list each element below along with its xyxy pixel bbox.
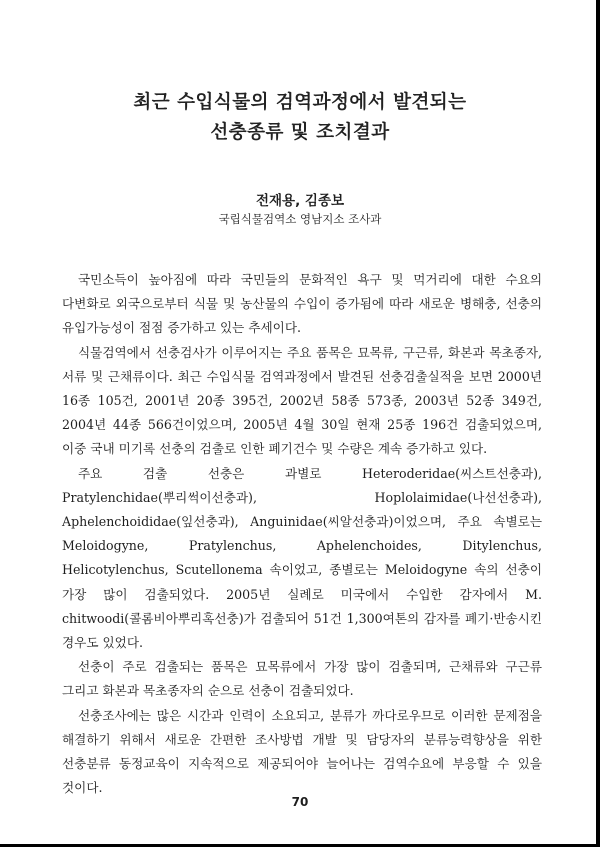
page-number: 70 — [291, 795, 309, 809]
paragraph-2: 식물검역에서 선충검사가 이루어지는 주요 품목은 묘목류, 구근류, 화본과 목초종자, 서류 및 근채류이다. 최근 수입식물 검역과정에서 발견된 선충검출실적을 보면 2000년 16종 105건, 2001년 20종 395건, 2002년 58종 573종, 2003년 52종 349건, 2004년 44종 566건이었으며, 2005년 4월 30일 현재 25종 196건 검출되었으며, 이중 국내 미기록 선충의 검출로 인한 폐기건수 및 수량은 계속 증가하고 있다. — [62, 344, 542, 457]
title-line-1: 최근 수입식물의 검역과정에서 발견되는 — [133, 92, 467, 113]
body-text — [62, 268, 542, 800]
paragraph-4: 선충이 주로 검출되는 품목은 묘목류에서 가장 많이 검출되며, 근채류와 구근류 그리고 화본과 목초종자의 순으로 선충이 검출되었다. — [62, 659, 542, 699]
title-line-2: 선충종류 및 조치결과 — [210, 122, 390, 143]
paragraph-1: 국민소득이 높아짐에 따라 국민들의 문화적인 욕구 및 먹거리에 대한 수요의 다변화로 외국으로부터 식물 및 농산물의 수입이 증가됨에 따라 새로운 병해충, 선충의 유입가능성이 점점 증가하고 있는 추세이다. — [62, 272, 542, 336]
authors: 전재용, 김종보 — [255, 193, 345, 209]
paragraph-5: 선충조사에는 많은 시간과 인력이 소요되고, 분류가 까다로우므로 이러한 문제점을 해결하기 위해서 새로운 간편한 조사방법 개발 및 담당자의 분류능력향상을 위한 선충분류 동정교육이 지속적으로 제공되어야 늘어나는 검역수요에 부응할 수 있을 것이다. — [62, 707, 542, 796]
paragraph-3: 주요 검출 선충은 과별로 Heteroderidae(씨스트선충과), Pratylenchidae(뿌리썩이선충과), Hoplolaimidae(나선선충과), Aphelenchoididae(잎선충과), Anguinidae(씨알선충과)이었으며, 주요 속별로는 Meloidogyne, Pratylenchus, Aphelenchoides, Ditylenchus, Helicotylenchus, Scutellonema 속이었고, 종별로는 Meloidogyne 속의 선충이 가장 많이 검출되었다. 2005년 실례로 미국에서 수입한 감자에서 M. chitwoodi(콜롬비아뿌리혹선충)가 검출되어 51건 1,300여톤의 감자를 폐기·반송시킨 경우도 있었다. — [62, 465, 542, 651]
affiliation: 국립식물검역소 영남지소 조사과 — [218, 212, 382, 226]
